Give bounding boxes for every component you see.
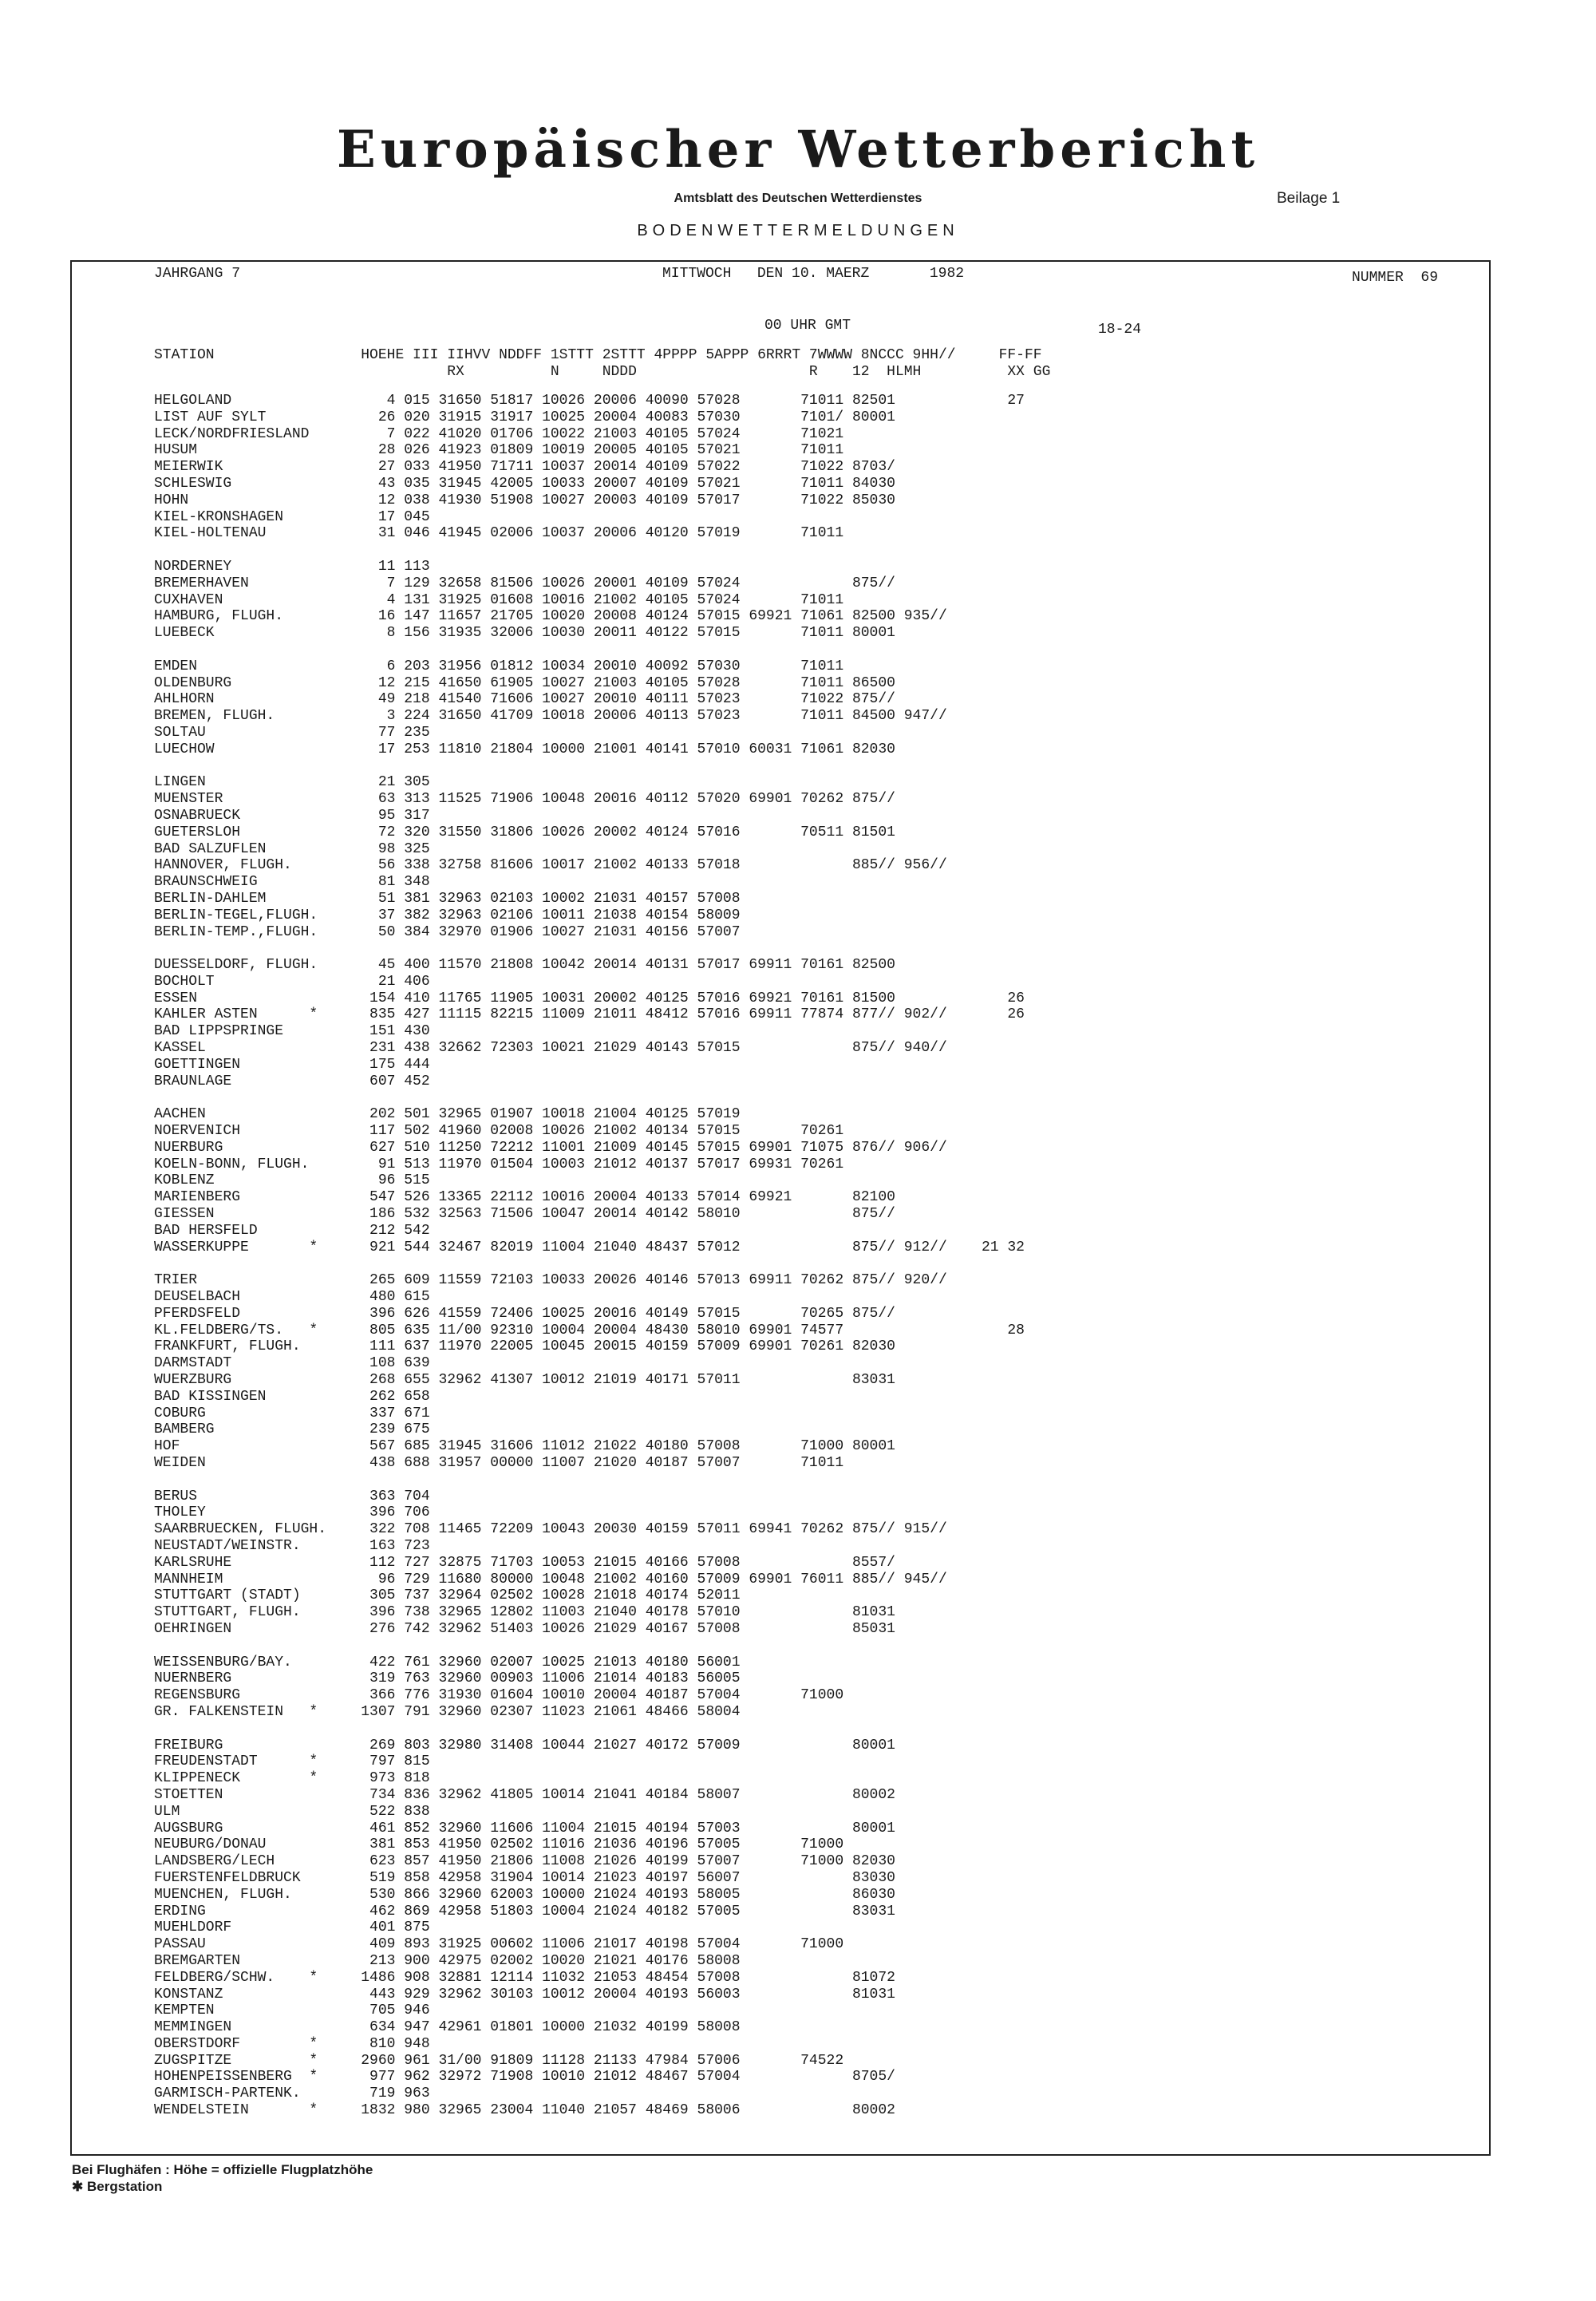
station-row: HAMBURG, FLUGH. 16 147 11657 21705 10020 20008 40124 57015 69921 71061 82500 935//: [154, 608, 947, 625]
group-separator: [154, 1638, 1479, 1655]
group-separator: [154, 542, 1479, 559]
station-row: BRAUNLAGE 607 452: [154, 1073, 430, 1089]
station-row: BAMBERG 239 675: [154, 1421, 430, 1438]
station-row: TRIER 265 609 11559 72103 10033 20026 40146 57013 69911 70262 875// 920//: [154, 1272, 947, 1289]
section-title: BODENWETTERMELDUNGEN: [637, 222, 959, 239]
station-row: BERLIN-DAHLEM 51 381 32963 02103 10002 21031 40157 57008: [154, 890, 741, 907]
station-row: HANNOVER, FLUGH. 56 338 32758 81606 10017 21002 40133 57018 885// 956//: [154, 857, 947, 874]
column-header-main: STATION HOEHE III IIHVV NDDFF 1STTT 2STTT 4PPPP 5APPP 6RRRT 7WWWW 8NCCC 9HH// FF-FF: [154, 347, 1042, 363]
station-row: KEMPTEN 705 946: [154, 2003, 430, 2019]
station-row: ERDING 462 869 42958 51803 10004 21024 40182 57005 83031: [154, 1903, 895, 1919]
station-row: ULM 522 838: [154, 1803, 430, 1820]
station-row: BAD LIPPSPRINGE 151 430: [154, 1023, 430, 1040]
station-row: ZUGSPITZE * 2960 961 31/00 91809 11128 21133 47984 57006 74522: [154, 2052, 844, 2069]
station-row: BREMEN, FLUGH. 3 224 31650 41709 10018 20006 40113 57023 71011 84500 947//: [154, 708, 947, 725]
station-row: KIEL-HOLTENAU 31 046 41945 02006 10037 20006 40120 57019 71011: [154, 525, 844, 542]
footnote-airport: Bei Flughäfen : Höhe = offizielle Flugplatzhöhe: [72, 2162, 373, 2177]
station-row: KL.FELDBERG/TS. * 805 635 11/00 92310 10004 20004 48430 58010 69901 74577 28: [154, 1322, 1025, 1338]
station-row: FELDBERG/SCHW. * 1486 908 32881 12114 11032 21053 48454 57008 81072: [154, 1969, 895, 1986]
station-row: STUTTGART (STADT) 305 737 32964 02502 10028 21018 40174 52011: [154, 1587, 741, 1604]
station-row: STUTTGART, FLUGH. 396 738 32965 12802 11003 21040 40178 57010 81031: [154, 1604, 895, 1621]
station-row: NEUBURG/DONAU 381 853 41950 02502 11016 21036 40196 57005 71000: [154, 1836, 844, 1853]
station-row: DARMSTADT 108 639: [154, 1355, 430, 1372]
station-row: DEUSELBACH 480 615: [154, 1289, 430, 1306]
station-row: WEISSENBURG/BAY. 422 761 32960 02007 10025 21013 40180 56001: [154, 1654, 741, 1670]
station-row: HOHENPEISSENBERG * 977 962 32972 71908 10010 21012 48467 57004 8705/: [154, 2069, 895, 2086]
station-row: BERLIN-TEGEL,FLUGH. 37 382 32963 02106 10011 21038 40154 58009: [154, 907, 741, 923]
range-header: 18-24: [1098, 322, 1142, 338]
station-row: NUERNBERG 319 763 32960 00903 11006 21014 40183 56005: [154, 1670, 741, 1687]
page-subtitle: Amtsblatt des Deutschen Wetterdienstes: [674, 192, 922, 205]
page-title: Europäischer Wetterbericht: [337, 120, 1259, 180]
station-row: MUENCHEN, FLUGH. 530 866 32960 62003 10000 21024 40193 58005 86030: [154, 1886, 895, 1903]
station-row: MEIERWIK 27 033 41950 71711 10037 20014 40109 57022 71022 8703/: [154, 459, 895, 476]
station-row: WENDELSTEIN * 1832 980 32965 23004 11040 21057 48469 58006 80002: [154, 2102, 895, 2119]
station-row: NOERVENICH 117 502 41960 02008 10026 21002 40134 57015 70261: [154, 1123, 844, 1140]
station-row: NUERBURG 627 510 11250 72212 11001 21009 40145 57015 69901 71075 876// 906//: [154, 1139, 947, 1156]
station-row: SOLTAU 77 235: [154, 724, 430, 741]
station-row: STOETTEN 734 836 32962 41805 10014 21041 40184 58007 80002: [154, 1786, 895, 1803]
column-header-sub: RX N NDDD R 12 HLMH XX GG: [154, 364, 1051, 380]
station-row: ESSEN 154 410 11765 11905 10031 20002 40125 57016 69921 70161 81500 26: [154, 990, 1025, 1006]
station-row: MARIENBERG 547 526 13365 22112 10016 20004 40133 57014 69921 82100: [154, 1189, 895, 1206]
station-row: AHLHORN 49 218 41540 71606 10027 20010 40111 57023 71022 875//: [154, 691, 895, 708]
group-separator: [154, 1472, 1479, 1489]
station-row: BRAUNSCHWEIG 81 348: [154, 874, 430, 891]
station-row: LINGEN 21 305: [154, 774, 430, 791]
station-row: KASSEL 231 438 32662 72303 10021 21029 40143 57015 875// 940//: [154, 1040, 947, 1057]
station-row: EMDEN 6 203 31956 01812 10034 20010 40092 57030 71011: [154, 658, 844, 674]
station-row: KOELN-BONN, FLUGH. 91 513 11970 01504 10003 21012 40137 57017 69931 70261: [154, 1156, 844, 1172]
station-row: KIEL-KRONSHAGEN 17 045: [154, 508, 430, 525]
station-row: KAHLER ASTEN * 835 427 11115 82215 11009 21011 48412 57016 69911 77874 877// 902// 26: [154, 1006, 1025, 1023]
footnote: [72, 2161, 373, 2195]
station-row: OLDENBURG 12 215 41650 61905 10027 21003 40105 57028 71011 86500: [154, 674, 895, 691]
station-row: HOF 567 685 31945 31606 11012 21022 40180 57008 71000 80001: [154, 1438, 895, 1455]
group-separator: [154, 1089, 1479, 1106]
station-row: THOLEY 396 706: [154, 1504, 430, 1521]
issue-number: NUMMER 69: [1352, 270, 1439, 286]
station-row: GR. FALKENSTEIN * 1307 791 32960 02307 11023 21061 48466 58004: [154, 1703, 741, 1720]
date-label: MITTWOCH DEN 10. MAERZ 1982: [662, 266, 965, 282]
station-row: COBURG 337 671: [154, 1405, 430, 1421]
station-table: [154, 393, 1479, 2119]
station-row: MEMMINGEN 634 947 42961 01801 10000 21032 40199 58008: [154, 2019, 741, 2036]
station-row: LUEBECK 8 156 31935 32006 10030 20011 40122 57015 71011 80001: [154, 625, 895, 642]
group-separator: [154, 1721, 1479, 1738]
station-row: LANDSBERG/LECH 623 857 41950 21806 11008 21026 40199 57007 71000 82030: [154, 1853, 895, 1870]
station-row: FREIBURG 269 803 32980 31408 10044 21027 40172 57009 80001: [154, 1737, 895, 1753]
station-row: OBERSTDORF * 810 948: [154, 2035, 430, 2052]
station-row: GARMISCH-PARTENK. 719 963: [154, 2086, 430, 2102]
group-separator: [154, 758, 1479, 775]
station-row: DUESSELDORF, FLUGH. 45 400 11570 21808 10042 20014 40131 57017 69911 70161 82500: [154, 957, 895, 974]
station-row: FRANKFURT, FLUGH. 111 637 11970 22005 10045 20015 40159 57009 69901 70261 82030: [154, 1338, 895, 1355]
station-row: LECK/NORDFRIESLAND 7 022 41020 01706 10022 21003 40105 57024 71021: [154, 425, 844, 442]
station-row: OSNABRUECK 95 317: [154, 807, 430, 824]
station-row: MUEHLDORF 401 875: [154, 1919, 430, 1936]
station-row: WEIDEN 438 688 31957 00000 11007 21020 40187 57007 71011: [154, 1455, 844, 1471]
station-row: MUENSTER 63 313 11525 71906 10048 20016 40112 57020 69901 70262 875//: [154, 791, 895, 808]
station-row: FREUDENSTADT * 797 815: [154, 1753, 430, 1770]
group-separator: [154, 1255, 1479, 1272]
station-row: SAARBRUECKEN, FLUGH. 322 708 11465 72209 10043 20030 40159 57011 69941 70262 875// 915//: [154, 1521, 947, 1538]
station-row: AUGSBURG 461 852 32960 11606 11004 21015 40194 57003 80001: [154, 1820, 895, 1836]
station-row: HUSUM 28 026 41923 01809 10019 20005 40105 57021 71011: [154, 442, 844, 459]
station-row: GIESSEN 186 532 32563 71506 10047 20014 40142 58010 875//: [154, 1206, 895, 1223]
station-row: BAD SALZUFLEN 98 325: [154, 840, 430, 857]
station-row: NORDERNEY 11 113: [154, 558, 430, 575]
station-row: REGENSBURG 366 776 31930 01604 10010 20004 40187 57004 71000: [154, 1687, 844, 1704]
station-row: MANNHEIM 96 729 11680 80000 10048 21002 40160 57009 69901 76011 885// 945//: [154, 1571, 947, 1587]
station-row: WUERZBURG 268 655 32962 41307 10012 21019 40171 57011 83031: [154, 1372, 895, 1389]
station-row: BAD KISSINGEN 262 658: [154, 1388, 430, 1405]
station-row: BREMGARTEN 213 900 42975 02002 10020 21021 40176 58008: [154, 1952, 741, 1969]
station-row: BREMERHAVEN 7 129 32658 81506 10026 20001 40109 57024 875//: [154, 575, 895, 591]
beilage-label: Beilage 1: [1277, 190, 1341, 207]
station-row: AACHEN 202 501 32965 01907 10018 21004 40125 57019: [154, 1106, 741, 1123]
station-row: KLIPPENECK * 973 818: [154, 1770, 430, 1787]
station-row: SCHLESWIG 43 035 31945 42005 10033 20007 40109 57021 71011 84030: [154, 475, 895, 492]
station-row: HOHN 12 038 41930 51908 10027 20003 40109 57017 71022 85030: [154, 492, 895, 508]
station-row: CUXHAVEN 4 131 31925 01608 10016 21002 40105 57024 71011: [154, 591, 844, 608]
jahrgang-label: JAHRGANG 7: [154, 266, 241, 282]
station-row: KARLSRUHE 112 727 32875 71703 10053 21015 40166 57008 8557/: [154, 1554, 895, 1571]
footnote-mountain-station: ✱ Bergstation: [72, 2179, 163, 2194]
station-row: BERUS 363 704: [154, 1488, 430, 1504]
station-row: FUERSTENFELDBRUCK 519 858 42958 31904 10014 21023 40197 56007 83030: [154, 1869, 895, 1886]
station-row: LIST AUF SYLT 26 020 31915 31917 10025 20004 40083 57030 7101/ 80001: [154, 409, 895, 425]
station-row: NEUSTADT/WEINSTR. 163 723: [154, 1537, 430, 1554]
station-row: LUECHOW 17 253 11810 21804 10000 21001 40141 57010 60031 71061 82030: [154, 741, 895, 757]
group-separator: [154, 940, 1479, 957]
station-row: PFERDSFELD 396 626 41559 72406 10025 20016 40149 57015 70265 875//: [154, 1305, 895, 1322]
station-row: GOETTINGEN 175 444: [154, 1056, 430, 1073]
group-separator: [154, 642, 1479, 658]
station-row: KONSTANZ 443 929 32962 30103 10012 20004 40193 56003 81031: [154, 1986, 895, 2003]
station-row: BERLIN-TEMP.,FLUGH. 50 384 32970 01906 10027 21031 40156 57007: [154, 923, 741, 940]
station-row: KOBLENZ 96 515: [154, 1172, 430, 1189]
station-row: GUETERSLOH 72 320 31550 31806 10026 20002 40124 57016 70511 81501: [154, 824, 895, 840]
station-row: BAD HERSFELD 212 542: [154, 1222, 430, 1239]
time-header: 00 UHR GMT: [764, 318, 851, 334]
station-row: BOCHOLT 21 406: [154, 973, 430, 990]
station-row: HELGOLAND 4 015 31650 51817 10026 20006 40090 57028 71011 82501 27: [154, 393, 1025, 409]
station-row: OEHRINGEN 276 742 32962 51403 10026 21029 40167 57008 85031: [154, 1620, 895, 1637]
station-row: PASSAU 409 893 31925 00602 11006 21017 40198 57004 71000: [154, 1936, 844, 1953]
station-row: WASSERKUPPE * 921 544 32467 82019 11004 21040 48437 57012 875// 912// 21 32: [154, 1239, 1025, 1255]
